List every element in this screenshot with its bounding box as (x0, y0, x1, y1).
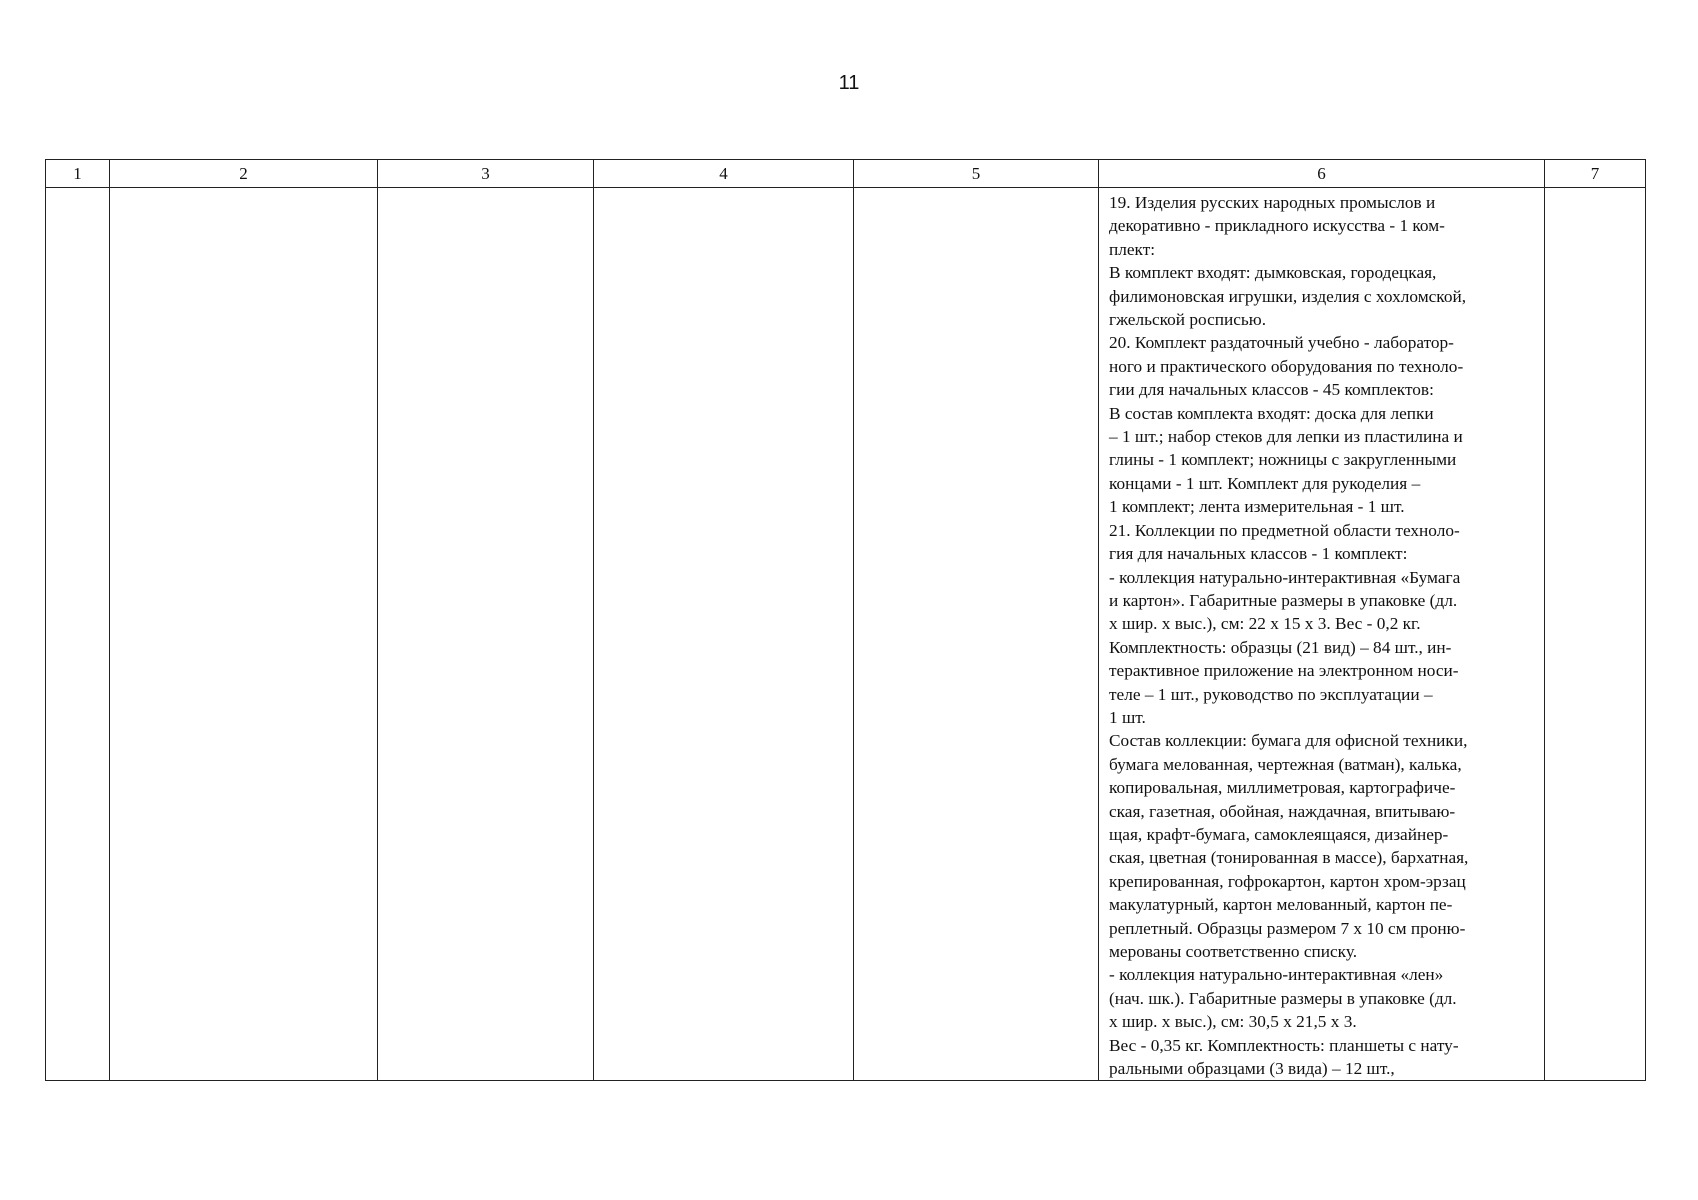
text-line: ская, газетная, обойная, наждачная, впитываю- (1109, 801, 1456, 821)
cell-col-3 (378, 188, 594, 1081)
text-line: теле – 1 шт., руководство по эксплуатации – (1109, 684, 1433, 704)
text-line: гия для начальных классов - 1 комплект: (1109, 544, 1408, 564)
text-line: х шир. х выс.), см: 22 х 15 х 3. Вес - 0,2 кг. (1109, 614, 1421, 634)
column-header-2: 2 (110, 160, 378, 188)
text-line: Комплектность: образцы (21 вид) – 84 шт., ин- (1109, 637, 1452, 657)
column-header-5: 5 (854, 160, 1099, 188)
table-row (46, 188, 1646, 1081)
text-line: 20. Комплект раздаточный учебно - лаборатор- (1109, 333, 1454, 353)
column-header-4: 4 (594, 160, 854, 188)
text-line: макулатурный, картон мелованный, картон пе- (1109, 895, 1453, 915)
text-line: щая, крафт-бумага, самоклеящаяся, дизайнер- (1109, 824, 1449, 844)
text-line: и картон». Габаритные размеры в упаковке (дл. (1109, 590, 1458, 610)
text-line: концами - 1 шт. Комплект для рукоделия – (1109, 473, 1421, 493)
text-line: В комплект входят: дымковская, городецкая, (1109, 263, 1437, 283)
column-header-7: 7 (1545, 160, 1646, 188)
text-line: ская, цветная (тонированная в массе), бархатная, (1109, 848, 1469, 868)
text-line: ного и практического оборудования по техноло- (1109, 356, 1464, 376)
text-line: ральными образцами (3 вида) – 12 шт., (1109, 1059, 1395, 1079)
text-line: В состав комплекта входят: доска для лепки (1109, 403, 1434, 423)
text-line: гии для начальных классов - 45 комплектов: (1109, 380, 1434, 400)
cell-col-7 (1545, 188, 1646, 1081)
column-number-row (46, 160, 1646, 188)
column-header-3: 3 (378, 160, 594, 188)
text-line: плект: (1109, 239, 1156, 259)
text-line: 1 комплект; лента измерительная - 1 шт. (1109, 497, 1405, 517)
text-line: - коллекция натурально-интерактивная «лен» (1109, 965, 1444, 985)
text-line: бумага мелованная, чертежная (ватман), калька, (1109, 754, 1462, 774)
text-line: декоративно - прикладного искусства - 1 ком- (1109, 216, 1445, 236)
cell-col-4 (594, 188, 854, 1081)
cell-col-1 (46, 188, 110, 1081)
text-line: Вес - 0,35 кг. Комплектность: планшеты с нату- (1109, 1035, 1459, 1055)
column-header-6: 6 (1099, 160, 1545, 188)
text-line: гжельской росписью. (1109, 310, 1267, 330)
text-line: филимоновская игрушки, изделия с хохломской, (1109, 286, 1467, 306)
text-line: - коллекция натурально-интерактивная «Бумага (1109, 567, 1461, 587)
text-line: 21. Коллекции по предметной области техноло- (1109, 520, 1460, 540)
text-line: крепированная, гофрокартон, картон хром-эрзац (1109, 871, 1466, 891)
requirements-table (45, 159, 1646, 1081)
equipment-description (1099, 188, 1544, 1080)
text-line: (нач. шк.). Габаритные размеры в упаковке (дл. (1109, 988, 1457, 1008)
column-header-1: 1 (46, 160, 110, 188)
text-line: – 1 шт.; набор стеков для лепки из пластилина и (1109, 427, 1463, 447)
cell-col-5 (854, 188, 1099, 1081)
text-line: глины - 1 комплект; ножницы с закругленными (1109, 450, 1457, 470)
cell-col-2 (110, 188, 378, 1081)
text-line: х шир. х выс.), см: 30,5 х 21,5 х 3. (1109, 1012, 1357, 1032)
text-line: терактивное приложение на электронном носи- (1109, 661, 1459, 681)
text-line: мерованы соответственно списку. (1109, 942, 1358, 961)
text-line: Состав коллекции: бумага для офисной техники, (1109, 731, 1468, 751)
page-number: 11 (838, 72, 860, 94)
text-line: 19. Изделия русских народных промыслов и (1109, 193, 1436, 212)
text-line: копировальная, миллиметровая, картографиче- (1109, 778, 1456, 798)
text-line: 1 шт. (1109, 707, 1146, 727)
cell-col-6 (1099, 188, 1545, 1081)
text-line: реплетный. Образцы размером 7 х 10 см проню- (1109, 918, 1466, 938)
